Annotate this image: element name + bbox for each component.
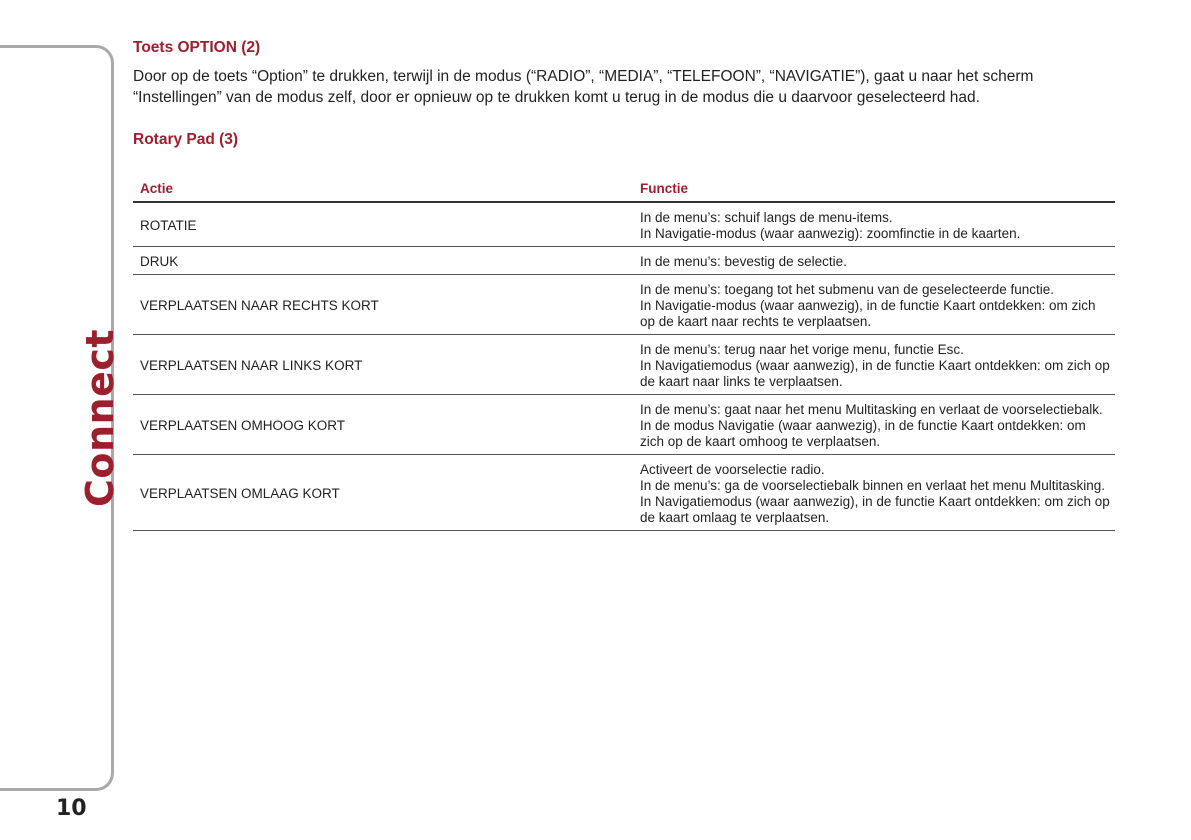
row-function: Activeert de voorselectie radio. In de menu’s: ga de voorselectiebalk binnen en verlaat het menu Multitasking. In Navigatiemodus (waar aanwezig), in de functie Kaart ontdekken: om zich op de kaart omlaag te verplaatsen. bbox=[633, 455, 1115, 531]
table-row bbox=[133, 335, 1115, 395]
option-heading: Toets OPTION (2) bbox=[133, 39, 261, 56]
table-header-row bbox=[133, 181, 1115, 202]
rotary-heading: Rotary Pad (3) bbox=[133, 131, 239, 148]
side-tab-label: Connect bbox=[78, 328, 122, 508]
table-row bbox=[133, 395, 1115, 455]
table-row bbox=[133, 247, 1115, 275]
row-function: In de menu’s: toegang tot het submenu van de geselecteerde functie. In Navigatie-modus (waar aanwezig), in de functie Kaart ontdekken: om zich op de kaart naar rechts te verplaatsen. bbox=[633, 275, 1115, 335]
row-function: In de menu’s: bevestig de selectie. bbox=[633, 247, 1115, 275]
row-function: In de menu’s: gaat naar het menu Multitasking en verlaat de voorselectiebalk. In de modus Navigatie (waar aanwezig), in de functie Kaart ontdekken: om zich op de kaart omhoog te verplaatsen. bbox=[633, 395, 1115, 455]
option-body: Door op de toets “Option” te drukken, terwijl in de modus (“RADIO”, “MEDIA”, “TELEFOON”, “NAVIGATIE”), gaat u naar het scherm “Instellingen” van de modus zelf, door er opnieuw op te drukken komt u terug in de modus die u daarvoor geselecteerd had. bbox=[133, 68, 1034, 106]
row-action: VERPLAATSEN OMLAAG KORT bbox=[133, 455, 633, 531]
page-content bbox=[133, 39, 1115, 531]
row-action: ROTATIE bbox=[133, 202, 633, 247]
row-function: In de menu’s: terug naar het vorige menu, functie Esc. In Navigatiemodus (waar aanwezig), in de functie Kaart ontdekken: om zich op de kaart naar links te verplaatsen. bbox=[633, 335, 1115, 395]
header-action: Actie bbox=[133, 181, 633, 202]
rotary-function-table bbox=[133, 181, 1115, 531]
table-row bbox=[133, 202, 1115, 247]
row-function: In de menu’s: schuif langs de menu-items. In Navigatie-modus (waar aanwezig): zoomfinctie in de kaarten. bbox=[633, 202, 1115, 247]
page-number: 10 bbox=[56, 796, 87, 821]
row-action: DRUK bbox=[133, 247, 633, 275]
header-function: Functie bbox=[633, 181, 1115, 202]
row-action: VERPLAATSEN OMHOOG KORT bbox=[133, 395, 633, 455]
table-row bbox=[133, 275, 1115, 335]
row-action: VERPLAATSEN NAAR LINKS KORT bbox=[133, 335, 633, 395]
table-row bbox=[133, 455, 1115, 531]
row-action: VERPLAATSEN NAAR RECHTS KORT bbox=[133, 275, 633, 335]
